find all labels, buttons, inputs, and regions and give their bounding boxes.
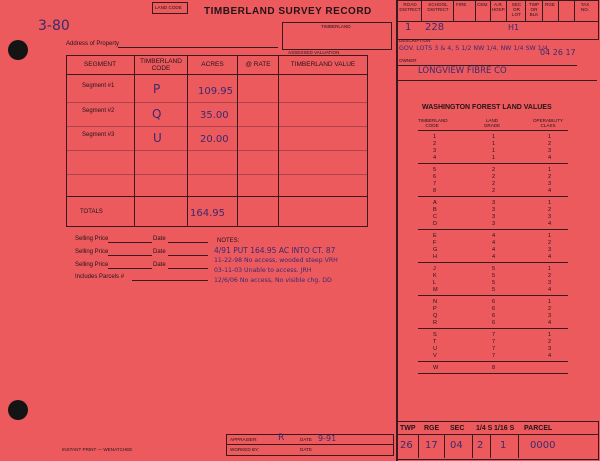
wfl-code-cell: U	[433, 346, 438, 352]
location-col	[472, 434, 473, 458]
wfl-code-cell: W	[433, 365, 439, 371]
timberland-label: TIMBERLAND	[321, 24, 351, 29]
wfl-class-cell: 2	[548, 174, 552, 180]
selling-line	[168, 255, 208, 256]
wfl-grade-cell: 7	[492, 353, 496, 359]
header-timberland-code: TIMBERLAND CODE	[140, 58, 182, 72]
district-col	[421, 0, 422, 22]
wfl-grade-cell: 5	[492, 287, 496, 293]
location-col	[444, 434, 445, 458]
table-row-rule	[66, 102, 368, 103]
ar-hosp-value: H1	[508, 23, 520, 32]
loc-label-rge: RGE	[424, 425, 440, 432]
wfl-class-cell: 3	[548, 247, 552, 253]
district-col	[475, 0, 476, 22]
wfl-class-cell: 4	[548, 254, 552, 260]
appraiser-date-value: 9-91	[318, 434, 337, 443]
wfl-code-cell: 3	[433, 148, 437, 154]
segment-3-label: Segment #3	[82, 132, 115, 138]
wfl-row	[412, 207, 572, 214]
wfl-grade-cell: 7	[492, 332, 496, 338]
wfl-row	[412, 287, 572, 294]
district-col	[542, 0, 543, 22]
wfl-row	[412, 221, 572, 228]
wfl-class-cell: 1	[548, 134, 552, 140]
wfl-code-cell: D	[433, 221, 438, 227]
wfl-row	[412, 254, 572, 261]
loc-value-parcel: 0000	[530, 440, 556, 451]
land-code-label: LAND CODE	[155, 5, 182, 10]
table-row-rule	[66, 150, 368, 151]
wfl-class-cell: 1	[548, 167, 552, 173]
wfl-header-operability: OPERABILITY CLASS	[532, 118, 564, 128]
selling-date-label-3: Date	[153, 262, 166, 268]
segment-1-acres: 109.95	[198, 86, 233, 97]
wfl-class-cell: 2	[548, 339, 552, 345]
wfl-class-cell: 3	[548, 346, 552, 352]
header-timberland-value: TIMBERLAND VALUE	[290, 61, 356, 68]
wfl-class-cell: 1	[548, 200, 552, 206]
header-acres: ACRES	[201, 61, 224, 68]
loc-label-twp: TWP	[400, 425, 416, 432]
note-line-4: 12/6/06 No access, No visible chg. DD	[214, 277, 332, 284]
appraiser-date-label: DATE	[300, 437, 312, 442]
wfl-row	[412, 181, 572, 188]
wfl-group-rule	[418, 229, 568, 230]
wfl-class-cell: 3	[548, 313, 552, 319]
wfl-grade-cell: 6	[492, 299, 496, 305]
table-header-divider	[66, 74, 368, 75]
wfl-code-cell: B	[433, 207, 437, 213]
wfl-code-cell: S	[433, 332, 437, 338]
timberland-box	[282, 22, 392, 50]
road-district-value: 1	[405, 22, 412, 33]
wfl-row	[412, 266, 572, 273]
owner-label: OWNER	[399, 58, 417, 63]
wfl-row	[412, 280, 572, 287]
hdr-ar-hosp: A.R. HOSP.	[491, 2, 506, 12]
wfl-row	[412, 188, 572, 195]
wfl-grade-cell: 4	[492, 247, 496, 253]
selling-price-label-3: Selling Price	[75, 262, 109, 268]
table-col-divider-1	[134, 55, 135, 227]
wfl-class-cell: 4	[548, 287, 552, 293]
wfl-class-cell: 4	[548, 188, 552, 194]
totals-label: TOTALS	[80, 209, 103, 215]
wfl-grade-cell: 8	[492, 365, 496, 371]
wfl-code-cell: L	[433, 280, 437, 286]
loc-label-quarter: 1/4 S	[476, 425, 493, 432]
wfl-class-cell: 2	[548, 207, 552, 213]
wfl-row	[412, 306, 572, 313]
wfl-code-cell: 6	[433, 174, 437, 180]
handwritten-number: 3-80	[38, 18, 70, 34]
wfl-code-cell: K	[433, 273, 437, 279]
notes-label: NOTES:	[217, 238, 240, 244]
wfl-class-cell: 3	[548, 214, 552, 220]
wfl-class-cell: 3	[548, 280, 552, 286]
segment-3-acres: 20.00	[200, 134, 229, 145]
selling-line	[168, 242, 208, 243]
hdr-tax-no: TAX NO.	[580, 2, 590, 12]
loc-value-sec: 04	[450, 440, 463, 451]
wfl-class-cell: 2	[548, 306, 552, 312]
wfl-code-cell: P	[433, 306, 437, 312]
wfl-class-cell: 4	[548, 221, 552, 227]
wfl-code-cell: V	[433, 353, 437, 359]
hdr-road-district: ROAD DISTRICT	[399, 2, 421, 12]
worked-by-label: WORKED BY:	[230, 447, 260, 452]
loc-label-sec: SEC	[450, 425, 465, 432]
wfl-group-rule	[418, 163, 568, 164]
wfl-grade-cell: 6	[492, 313, 496, 319]
note-line-1: 4/91 PUT 164.95 AC INTO CT. 87	[214, 246, 336, 255]
wfl-header-code: TIMBERLAND CODE	[418, 118, 448, 128]
wfl-row	[412, 214, 572, 221]
wfl-code-cell: 7	[433, 181, 437, 187]
form-title: TIMBERLAND SURVEY RECORD	[204, 6, 372, 17]
includes-parcels-label: Includes Parcels #	[75, 274, 125, 280]
header-date-value: 04 26 17	[540, 48, 576, 57]
wfl-row	[412, 141, 572, 148]
wfl-class-cell: 2	[548, 273, 552, 279]
wfl-grade-cell: 7	[492, 346, 496, 352]
address-label: Address of Property	[66, 41, 120, 47]
wfl-grade-cell: 3	[492, 207, 496, 213]
hdr-rge: RGE	[545, 2, 555, 7]
wfl-group-rule	[418, 328, 568, 329]
wfl-header-grade: LAND GRADE	[483, 118, 501, 128]
wfl-class-cell: 2	[548, 141, 552, 147]
wfl-row	[412, 233, 572, 240]
wfl-group-rule	[418, 262, 568, 263]
wfl-row	[412, 339, 572, 346]
wfl-grade-cell: 6	[492, 320, 496, 326]
district-col	[574, 0, 575, 22]
wfl-row	[412, 332, 572, 339]
wfl-grade-cell: 1	[492, 134, 496, 140]
loc-label-parcel: PARCEL	[524, 425, 553, 432]
wfl-class-cell: 1	[548, 299, 552, 305]
segment-1-label: Segment #1	[82, 83, 115, 89]
wfl-class-cell: 3	[548, 148, 552, 154]
table-totals-divider	[66, 196, 368, 197]
wfl-row	[412, 273, 572, 280]
segment-1-code: P	[153, 82, 161, 96]
table-col-divider-3	[237, 55, 238, 227]
hdr-cem: CEM.	[477, 2, 489, 7]
binder-hole-top	[8, 40, 28, 60]
wfl-code-cell: 2	[433, 141, 437, 147]
wfl-title: WASHINGTON FOREST LAND VALUES	[422, 104, 552, 111]
district-col	[506, 0, 507, 22]
wfl-class-cell: 4	[548, 320, 552, 326]
selling-date-label-2: Date	[153, 249, 166, 255]
wfl-code-cell: G	[433, 247, 438, 253]
wfl-grade-cell: 2	[492, 167, 496, 173]
wfl-row	[412, 134, 572, 141]
printer-imprint: INSTANT PRINT — WENATCHEE	[62, 447, 133, 452]
note-line-2: 11-22-98 No access, wooded steep VRH	[214, 257, 338, 264]
wfl-code-cell: C	[433, 214, 438, 220]
wfl-code-cell: 4	[433, 155, 437, 161]
selling-line	[108, 255, 152, 256]
appraiser-label: APPRAISER:	[230, 437, 258, 442]
selling-line	[108, 242, 152, 243]
wfl-row	[412, 365, 572, 372]
loc-value-sixteenth: 1	[500, 440, 507, 451]
wfl-grade-cell: 1	[492, 148, 496, 154]
segment-2-code: Q	[152, 107, 162, 121]
selling-line	[108, 268, 152, 269]
wfl-grade-cell: 2	[492, 188, 496, 194]
binder-hole-bottom	[8, 400, 28, 420]
header-rate: @ RATE	[245, 61, 271, 68]
school-district-value: 228	[425, 22, 445, 33]
wfl-grade-cell: 6	[492, 306, 496, 312]
wfl-group-rule	[418, 361, 568, 362]
segment-2-acres: 35.00	[200, 110, 229, 121]
worked-by-date-label: DATE	[300, 447, 312, 452]
wfl-group-rule	[418, 373, 568, 374]
wfl-row	[412, 247, 572, 254]
wfl-class-cell: 2	[548, 240, 552, 246]
wfl-grade-cell: 3	[492, 200, 496, 206]
parcels-line	[132, 280, 208, 281]
location-col	[418, 434, 419, 458]
wfl-header-rule	[418, 130, 568, 131]
loc-value-twp: 26	[400, 440, 413, 451]
location-col	[490, 434, 491, 458]
wfl-grade-cell: 1	[492, 141, 496, 147]
wfl-class-cell: 1	[548, 332, 552, 338]
hdr-school-district: SCHOOL DISTRICT	[427, 2, 449, 12]
land-code-box	[152, 2, 188, 14]
location-col	[518, 434, 519, 458]
loc-value-rge: 17	[425, 440, 438, 451]
wfl-row	[412, 320, 572, 327]
wfl-grade-cell: 5	[492, 280, 496, 286]
table-col-divider-4	[278, 55, 279, 227]
wfl-class-cell: 3	[548, 181, 552, 187]
table-row-rule	[66, 126, 368, 127]
wfl-class-cell: 4	[548, 155, 552, 161]
wfl-class-cell: 1	[548, 266, 552, 272]
wfl-code-cell: E	[433, 233, 437, 239]
wfl-grade-cell: 2	[492, 181, 496, 187]
district-col	[558, 0, 559, 22]
wfl-grade-cell: 3	[492, 214, 496, 220]
description-value: GOV. LOTS 3 & 4, S 1/2 NW 1/4, NW 1/4 SW 1/4	[399, 45, 548, 52]
address-line	[118, 47, 278, 48]
owner-value: LONGVIEW FIBRE CO	[418, 66, 507, 76]
wfl-row	[412, 240, 572, 247]
wfl-code-cell: R	[433, 320, 438, 326]
selling-date-label-1: Date	[153, 236, 166, 242]
wfl-row	[412, 313, 572, 320]
wfl-code-cell: 5	[433, 167, 437, 173]
appraiser-initials: R	[278, 433, 285, 443]
wfl-grade-cell: 4	[492, 240, 496, 246]
segment-2-label: Segment #2	[82, 108, 115, 114]
wfl-row	[412, 167, 572, 174]
wfl-row	[412, 200, 572, 207]
wfl-grade-cell: 4	[492, 233, 496, 239]
wfl-row	[412, 353, 572, 360]
owner-bottom-divider	[397, 80, 597, 81]
wfl-class-cell: 4	[548, 353, 552, 359]
wfl-code-cell: N	[433, 299, 438, 305]
assessed-valuation-label: ASSESSED VALUATION	[288, 50, 340, 55]
wfl-code-cell: F	[433, 240, 437, 246]
segment-3-code: U	[153, 131, 162, 145]
wfl-grade-cell: 3	[492, 221, 496, 227]
appraiser-divider	[226, 444, 394, 445]
wfl-code-cell: Q	[433, 313, 438, 319]
wfl-grade-cell: 4	[492, 254, 496, 260]
hdr-fire: FIRE	[456, 2, 467, 7]
wfl-class-cell: 1	[548, 233, 552, 239]
table-col-divider-2	[187, 55, 188, 227]
note-line-3: 03-11-03 Unable to access. JRH	[214, 267, 312, 274]
loc-value-quarter: 2	[477, 440, 484, 451]
selling-price-label-1: Selling Price	[75, 236, 109, 242]
table-row-rule	[66, 174, 368, 175]
wfl-code-cell: T	[433, 339, 437, 345]
description-label: DESCRIPTION	[399, 38, 431, 43]
right-panel-divider	[396, 0, 398, 461]
wfl-row	[412, 346, 572, 353]
wfl-grade-cell: 2	[492, 174, 496, 180]
totals-acres: 164.95	[190, 208, 225, 219]
loc-label-sixteenth: 1/16 S	[494, 425, 515, 432]
location-divider	[397, 434, 599, 435]
wfl-grade-cell: 5	[492, 266, 496, 272]
wfl-code-cell: 8	[433, 188, 437, 194]
wfl-code-cell: M	[433, 287, 438, 293]
wfl-row	[412, 174, 572, 181]
wfl-code-cell: A	[433, 200, 437, 206]
wfl-row	[412, 155, 572, 162]
selling-price-label-2: Selling Price	[75, 249, 109, 255]
selling-line	[168, 268, 208, 269]
wfl-code-cell: J	[433, 266, 436, 272]
wfl-row	[412, 148, 572, 155]
wfl-row	[412, 299, 572, 306]
wfl-code-cell: 1	[433, 134, 437, 140]
district-col	[453, 0, 454, 22]
wfl-group-rule	[418, 196, 568, 197]
header-segment: SEGMENT	[83, 61, 117, 68]
hdr-twp-or-blk: TWP OR BLK	[528, 2, 540, 17]
wfl-grade-cell: 5	[492, 273, 496, 279]
wfl-code-cell: H	[433, 254, 438, 260]
wfl-group-rule	[418, 295, 568, 296]
wfl-grade-cell: 7	[492, 339, 496, 345]
hdr-sec-or-lot: SEC OR LOT	[511, 2, 522, 17]
wfl-grade-cell: 1	[492, 155, 496, 161]
